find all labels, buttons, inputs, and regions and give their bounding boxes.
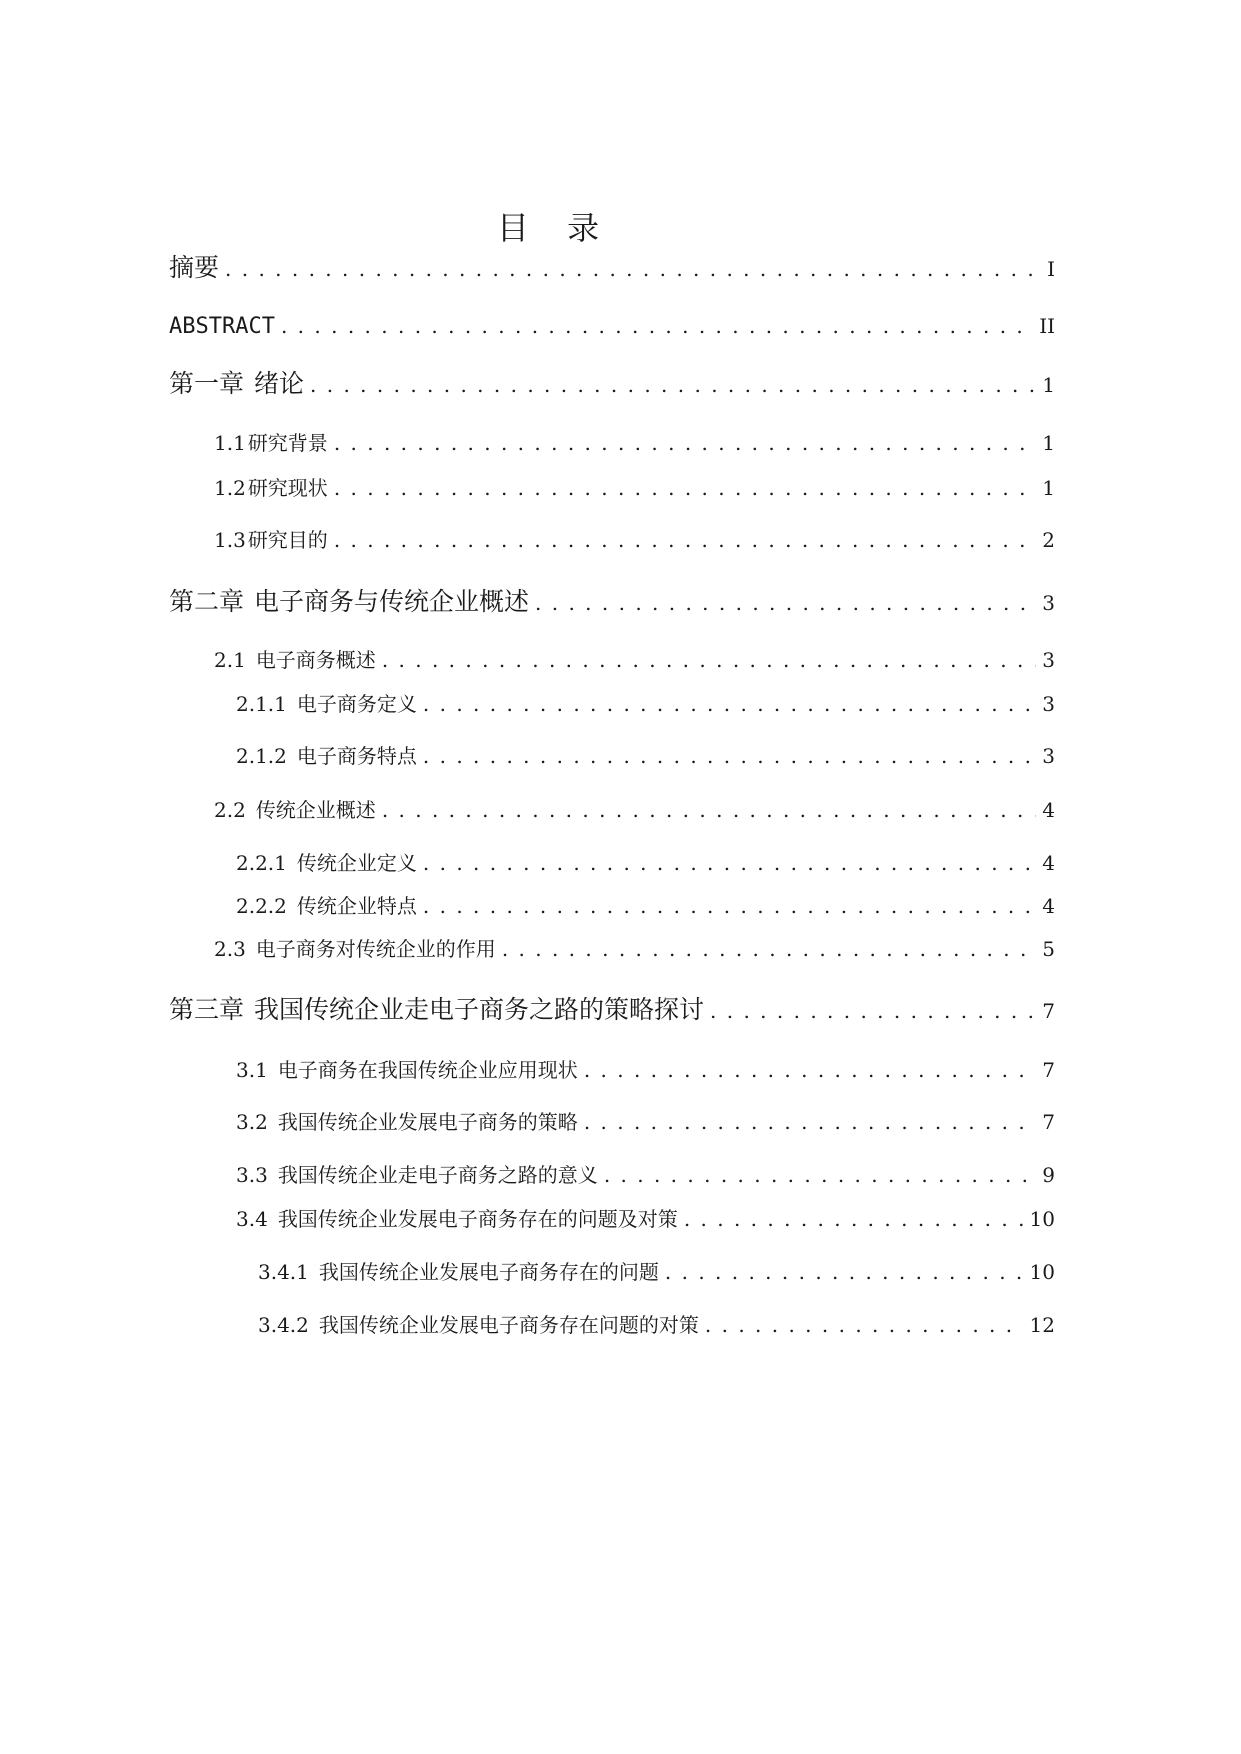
toc-entry-number: 1.1 xyxy=(214,431,246,455)
toc-entry-chapter-2[interactable] xyxy=(169,586,1055,619)
toc-entry-abstract-en[interactable] xyxy=(169,310,1055,343)
toc-entry-2-1-1[interactable] xyxy=(236,689,1055,719)
toc-entry-text: ABSTRACT xyxy=(169,314,275,339)
toc-page-number: 9 xyxy=(1042,1163,1055,1187)
toc-page-number: 3 xyxy=(1042,648,1055,672)
toc-entry-2-2-1[interactable] xyxy=(236,848,1055,878)
toc-page-number: 4 xyxy=(1042,798,1055,822)
toc-leader xyxy=(584,1107,1036,1137)
toc-entry-text: 我国传统企业走电子商务之路的策略探讨 xyxy=(254,995,705,1024)
toc-entry-2-3[interactable] xyxy=(214,934,1055,964)
toc-entry-number: 1.2 xyxy=(214,476,246,500)
toc-entry-2-2[interactable] xyxy=(214,795,1055,825)
toc-entry-number: 2.2 xyxy=(214,798,246,822)
toc-title: 目 录 xyxy=(496,209,614,247)
toc-leader xyxy=(382,795,1036,825)
toc-leader xyxy=(423,891,1036,921)
toc-entry-1-2[interactable] xyxy=(214,473,1055,503)
toc-entry-3-2[interactable] xyxy=(236,1107,1055,1137)
toc-leader xyxy=(423,848,1036,878)
toc-page-number: 7 xyxy=(1042,1110,1055,1134)
toc-page-number: 4 xyxy=(1042,894,1055,918)
toc-entry-text: 传统企业定义 xyxy=(296,851,417,875)
toc-leader xyxy=(535,587,1036,619)
toc-entry-1-1[interactable] xyxy=(214,428,1055,458)
toc-page-number: 5 xyxy=(1042,937,1055,961)
toc-page-number: I xyxy=(1047,257,1055,281)
toc-leader xyxy=(334,428,1036,458)
toc-entry-number: 3.1 xyxy=(236,1058,268,1082)
toc-entry-1-3[interactable] xyxy=(214,525,1055,555)
toc-page-number: 7 xyxy=(1042,999,1055,1023)
toc-entry-number: 2.2.1 xyxy=(236,851,287,875)
toc-entry-text: 我国传统企业走电子商务之路的意义 xyxy=(277,1163,598,1187)
toc-entry-text: 绪论 xyxy=(254,369,305,398)
toc-page-number: 3 xyxy=(1042,692,1055,716)
toc-entry-text: 传统企业概述 xyxy=(255,798,376,822)
toc-entry-number: 第二章 xyxy=(169,587,245,616)
toc-leader xyxy=(281,310,1033,342)
toc-leader xyxy=(310,369,1036,401)
toc-page-number: 4 xyxy=(1042,851,1055,875)
toc-entry-3-1[interactable] xyxy=(236,1055,1055,1085)
toc-leader xyxy=(225,253,1041,285)
toc-entry-chapter-1[interactable] xyxy=(169,368,1055,401)
toc-page-number: II xyxy=(1039,314,1055,338)
toc-entry-text: 摘要 xyxy=(169,253,220,282)
toc-entry-number: 3.4 xyxy=(236,1207,268,1231)
toc-entry-text: 电子商务对传统企业的作用 xyxy=(255,937,496,961)
toc-page-number: 12 xyxy=(1029,1313,1055,1337)
toc-leader xyxy=(684,1204,1024,1234)
toc-entry-text: 研究目的 xyxy=(247,528,328,552)
toc-page-number: 7 xyxy=(1042,1058,1055,1082)
toc-entry-3-4[interactable] xyxy=(236,1204,1055,1234)
toc-entry-number: 2.2.2 xyxy=(236,894,287,918)
toc-page-number: 10 xyxy=(1029,1260,1055,1284)
toc-leader xyxy=(382,645,1036,675)
toc-entry-number: 2.1.1 xyxy=(236,692,287,716)
toc-leader xyxy=(423,689,1036,719)
toc-entry-text: 传统企业特点 xyxy=(296,894,417,918)
toc-entry-text: 我国传统企业发展电子商务的策略 xyxy=(277,1110,578,1134)
toc-entry-text: 我国传统企业发展电子商务存在的问题 xyxy=(318,1260,659,1284)
toc-entry-3-4-1[interactable] xyxy=(258,1257,1055,1287)
toc-entry-abstract-cn[interactable] xyxy=(169,252,1055,285)
toc-entry-number: 3.2 xyxy=(236,1110,268,1134)
toc-entry-number: 2.3 xyxy=(214,937,246,961)
toc-entry-text: 研究背景 xyxy=(247,431,328,455)
toc-entry-text: 我国传统企业发展电子商务存在问题的对策 xyxy=(318,1313,699,1337)
toc-entry-text: 电子商务概述 xyxy=(255,648,376,672)
toc-entry-2-1-2[interactable] xyxy=(236,741,1055,771)
toc-entry-number: 2.1.2 xyxy=(236,744,287,768)
toc-leader xyxy=(584,1055,1036,1085)
toc-entry-text: 我国传统企业发展电子商务存在的问题及对策 xyxy=(277,1207,678,1231)
toc-leader xyxy=(665,1257,1024,1287)
toc-entry-number: 3.3 xyxy=(236,1163,268,1187)
toc-entry-number: 第三章 xyxy=(169,995,245,1024)
toc-leader xyxy=(334,473,1036,503)
toc-page-number: 3 xyxy=(1042,744,1055,768)
toc-leader xyxy=(604,1160,1036,1190)
toc-page-number: 2 xyxy=(1042,528,1055,552)
toc-entry-number: 第一章 xyxy=(169,369,245,398)
toc-entry-text: 研究现状 xyxy=(247,476,328,500)
toc-entry-text: 电子商务与传统企业概述 xyxy=(254,587,530,616)
toc-entry-text: 电子商务在我国传统企业应用现状 xyxy=(277,1058,578,1082)
toc-page-number: 10 xyxy=(1029,1207,1055,1231)
toc-entry-chapter-3[interactable] xyxy=(169,994,1055,1027)
toc-leader xyxy=(423,741,1036,771)
toc-entry-number: 1.3 xyxy=(214,528,246,552)
toc-page-number: 1 xyxy=(1042,476,1055,500)
toc-leader xyxy=(502,934,1036,964)
toc-entry-2-1[interactable] xyxy=(214,645,1055,675)
toc-leader xyxy=(705,1310,1024,1340)
toc-page-number: 3 xyxy=(1042,591,1055,615)
toc-entry-2-2-2[interactable] xyxy=(236,891,1055,921)
toc-leader xyxy=(710,995,1036,1027)
toc-entry-text: 电子商务特点 xyxy=(296,744,417,768)
toc-leader xyxy=(334,525,1036,555)
toc-page-number: 1 xyxy=(1042,373,1055,397)
toc-entry-number: 3.4.1 xyxy=(258,1260,309,1284)
toc-entry-3-4-2[interactable] xyxy=(258,1310,1055,1340)
toc-entry-text: 电子商务定义 xyxy=(296,692,417,716)
toc-entry-number: 3.4.2 xyxy=(258,1313,309,1337)
toc-page-number: 1 xyxy=(1042,431,1055,455)
toc-entry-3-3[interactable] xyxy=(236,1160,1055,1190)
toc-entry-number: 2.1 xyxy=(214,648,246,672)
